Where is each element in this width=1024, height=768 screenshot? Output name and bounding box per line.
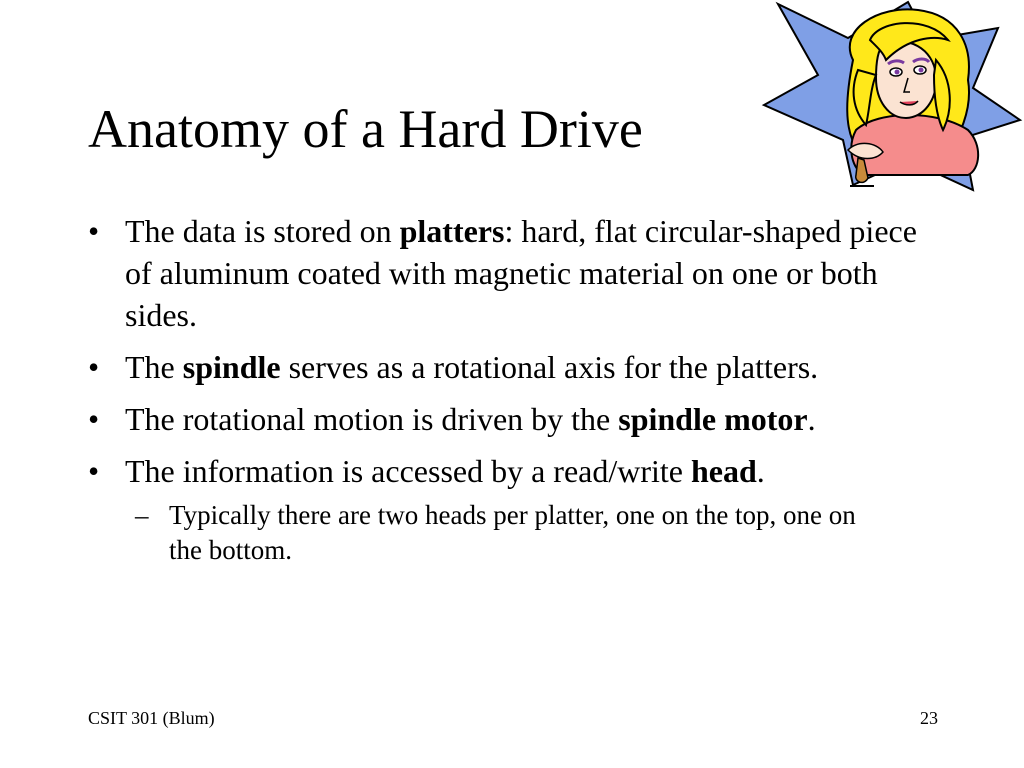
- bullet-marker: •: [88, 453, 100, 489]
- bullet-marker: •: [88, 213, 100, 249]
- sub-bullet-item-heads: [125, 498, 889, 568]
- bullet-term-head: head: [691, 453, 757, 489]
- bullet-text: The rotational motion is driven by the: [125, 401, 619, 437]
- bullet-text: serves as a rotational axis for the platters.: [280, 349, 819, 385]
- sub-bullet-text: Typically there are two heads per platter, one on the top, one on the bottom.: [169, 500, 856, 565]
- bullet-text: The data is stored on: [125, 213, 400, 249]
- bullet-text: .: [807, 401, 816, 437]
- bullet-term-platters: platters: [399, 213, 505, 249]
- sub-bullet-marker: –: [135, 500, 149, 530]
- footer-page-number: 23: [920, 708, 938, 728]
- bullet-item-spindle: [88, 346, 948, 388]
- bullet-text: The information is accessed by a read/write: [125, 453, 691, 489]
- bullet-marker: •: [88, 349, 100, 385]
- bullet-text: .: [756, 453, 765, 489]
- bullet-item-spindle-motor: [88, 398, 948, 440]
- fortune-teller-clipart-icon: [758, 0, 1024, 195]
- bullet-marker: •: [88, 401, 100, 437]
- bullet-term-spindle-motor: spindle motor: [618, 401, 808, 437]
- sub-bullet-list: [125, 498, 948, 568]
- bullet-item-platters: [88, 210, 948, 336]
- bullet-item-head: [88, 450, 948, 568]
- bullet-term-spindle: spindle: [182, 349, 281, 385]
- bullet-list: [88, 210, 948, 578]
- bullet-text: : hard, flat circular-shaped piece of aluminum coated with magnetic material on one or both sides.: [125, 213, 917, 333]
- slide-title: Anatomy of a Hard Drive: [88, 99, 643, 159]
- footer-course: CSIT 301 (Blum): [88, 708, 215, 728]
- bullet-text: The: [125, 349, 183, 385]
